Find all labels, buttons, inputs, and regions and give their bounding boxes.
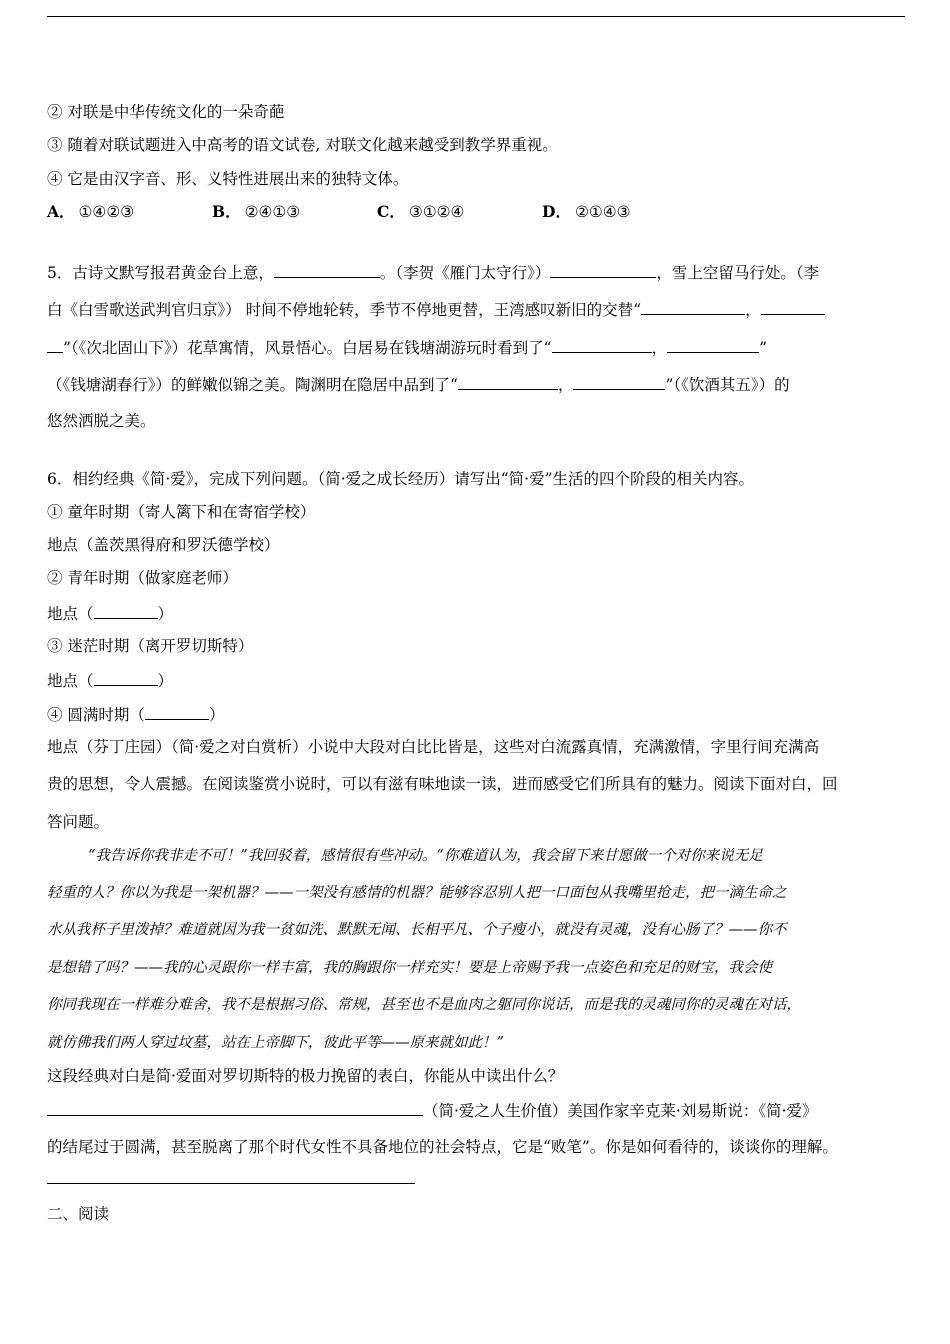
blank <box>47 336 63 353</box>
header-rule <box>47 16 905 17</box>
q6-para-line1: 地点（芬丁庄园）（简·爱之对白赏析）小说中大段对白比比皆是，这些对白流露真情，充满激情，字里行间充满高 <box>47 738 820 756</box>
passage-line6: 就仿佛我们两人穿过坟墓，站在上帝脚下，彼此平等——原来就如此！” <box>47 1035 504 1051</box>
q6-last-line: 的结尾过于圆满，甚至脱离了那个时代女性不具备地位的社会特点，它是“败笔”。你是如何看待的，谈谈你的理解。 <box>47 1138 838 1156</box>
item-3: ③ 随着对联试题进入中高考的语文试卷, 对联文化越来越受到教学界重视。 <box>47 136 558 154</box>
q5-line1: 5．古诗文默写报君黄金台上意， 。（李贺《雁门太守行》） ，雪上空留马行处。（李 <box>47 261 819 283</box>
q6-place2: 地点（ ） <box>47 602 173 624</box>
blank <box>94 602 158 619</box>
q6-stage1: ① 童年时期（寄人篱下和在寄宿学校） <box>47 503 316 521</box>
q6-stage3: ③ 迷茫时期（离开罗切斯特） <box>47 637 254 655</box>
option-d[interactable]: D． ②①④③ <box>542 202 631 221</box>
q6-place3: 地点（ ） <box>47 669 173 691</box>
passage-line4: 是想错了吗？——我的心灵跟你一样丰富，我的胸跟你一样充实！要是上帝赐予我一点姿色和充足的财宝，我会使 <box>47 960 772 976</box>
blank <box>145 703 209 720</box>
blank <box>573 373 665 390</box>
passage-line5: 你同我现在一样难分难舍，我不是根据习俗、常规，甚至也不是血肉之躯同你说话，而是我的灵魂同你的灵魂在对话， <box>47 997 801 1013</box>
q6-title: 6．相约经典《简·爱》，完成下列问题。（简·爱之成长经历）请写出“简·爱”生活的四个阶段的相关内容。 <box>47 470 754 488</box>
blank <box>641 298 745 315</box>
option-b[interactable]: B． ②④①③ <box>212 202 301 221</box>
blank <box>667 336 759 353</box>
item-2: ② 对联是中华传统文化的一朵奇葩 <box>47 103 285 121</box>
q6-question: 这段经典对白是简·爱面对罗切斯特的极力挽留的表白，你能从中读出什么？ <box>47 1067 564 1085</box>
option-a[interactable]: A． ①④②③ <box>47 202 135 221</box>
blank <box>552 336 652 353</box>
blank <box>94 669 158 686</box>
q6-stage4: ④ 圆满时期（ ） <box>47 703 224 725</box>
q5-line5: 悠然洒脱之美。 <box>47 412 156 430</box>
passage-line2: 轻重的人？你以为我是一架机器？——一架没有感情的机器？能够容忍别人把一口面包从我嘴里抢走，把一滴生命之 <box>47 885 787 901</box>
item-4: ④ 它是由汉字音、形、义特性进展出来的独特文体。 <box>47 170 409 188</box>
q5-line4: （《钱塘湖春行》）的鲜嫩似锦之美。陶渊明在隐居中品到了“ ， ”（《饮酒其五》）的 <box>47 373 790 395</box>
q6-stage2: ② 青年时期（做家庭老师） <box>47 569 238 587</box>
blank <box>550 261 656 278</box>
passage-line1: “我告诉你我非走不可！”我回驳着，感情很有些冲动。“你难道认为，我会留下来甘愿做一个对你来说无足 <box>88 848 763 864</box>
q5-line3: ”（《次北固山下》）花草寓情，风景悟心。白居易在钱塘湖游玩时看到了“ ， ” <box>47 336 767 358</box>
blank <box>761 298 825 315</box>
option-c[interactable]: C． ③①②④ <box>377 202 465 221</box>
q5-line2: 白《白雪歌送武判官归京》） 时间不停地轮转，季节不停地更替，王湾感叹新旧的交替“ ， <box>47 298 825 320</box>
blank <box>274 261 380 278</box>
q6-para-line2: 贵的思想，令人震撼。在阅读鉴赏小说时，可以有滋有味地读一读，进而感受它们所具有的魅力。阅读下面对白，回 <box>47 775 838 793</box>
q6-place1: 地点（盖茨黑得府和罗沃德学校） <box>47 536 280 554</box>
q6-answer-line: （简·爱之人生价值）美国作家辛克莱·刘易斯说：《简·爱》 <box>47 1099 818 1121</box>
q6-para-line3: 答问题。 <box>47 813 110 831</box>
section-title: 二、阅读 <box>47 1205 110 1223</box>
passage-line3: 水从我杯子里泼掉？难道就因为我一贫如洗、默默无闻、长相平凡、个子瘦小，就没有灵魂，没有心肠了？——你不 <box>47 922 787 938</box>
answer-blank <box>47 1099 423 1116</box>
blank <box>458 373 558 390</box>
answer-blank-2[interactable] <box>47 1183 415 1184</box>
